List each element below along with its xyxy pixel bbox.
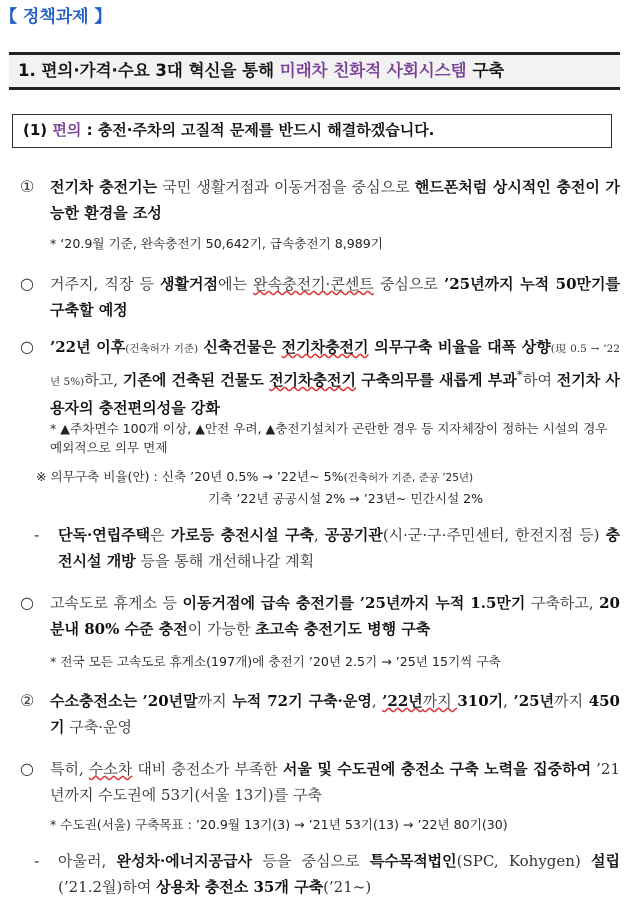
headline-text: 1. 편의·가격·수요 3대 혁신을 통해 [18,61,280,80]
item-2-bold-3: 누적 72기 구축·운영 [232,692,372,710]
circled-number-2: ② [20,691,35,710]
item-1-text: 국민 생활거점과 이동거점을 중심으로 [157,178,415,196]
ratio-note-new: ※ 의무구축 비율(안) : 신축 ’20년 0.5% → ’22년~ 5% [36,469,344,484]
bullet-1-bold: 생활거점 [160,275,219,293]
dash-1-text: 은 [150,526,171,544]
bullet-2-small-2: (現 0.5 → ’22년 5%) [50,343,620,388]
headline-end: 구축 [466,61,505,80]
bullet-3-note: * 전국 모든 고속도로 휴게소(197개)에 충전기 ’20년 2.5기 → ’25년 15기씩 구축 [50,654,501,669]
dash-1-bold-4: 충전시설 개방 [58,526,621,570]
item-1-bold: 전기차 충전기는 [50,178,158,196]
bullet-4-note: * 수도권(서울) 구축목표 : ’20.9월 13기(3) → ’21년 53기(13) → ’22년 80기(30) [50,817,508,832]
section-title: 【 정책과제 】 [0,7,112,27]
item-2-bold-4: 310기 [457,692,504,710]
item-1-note: * ‘20.9월 기준, 완속충전기 50,642기, 급속충전기 8,989기 [50,236,383,251]
subheading-number: (1) [23,121,53,139]
item-2-underlined-2: 까지 [422,692,458,710]
bullet-4-underlined: 수소차 [88,760,133,778]
bullet-2-note: * ▲주차면수 100개 이상, ▲안전 우려, ▲충전기설치가 곤란한 경우 등 지자체장이 정하는 시설의 경우 예외적으로 의무 면제 [50,421,608,455]
item-2-text-3: , [503,692,514,710]
bullet-4 [20,756,620,808]
circled-number-1: ① [20,177,35,196]
dash-1-bold-2: 가로등 충전시설 구축 [170,526,315,544]
item-2-bold-6: 450기 [50,692,620,736]
dash-2-bold: 완성차·에너지공급사 [116,852,253,870]
item-2-text-2: , [371,692,383,710]
ratio-note-new-small: (건축허가 기준, 준공 ’25년) [343,472,474,484]
subheading-text: : 충전·주차의 고질적 문제를 반드시 해결하겠습니다. [81,121,435,139]
item-2-bold: 수소충전소는 [50,692,137,710]
dash-1-bold: 단독·연립주택 [58,526,151,544]
dash-1-bold-3: 공공기관 [324,526,383,544]
dash-2-text-4: (’21.2월)하여 [58,878,157,896]
item-2-text: 까지 [197,692,233,710]
circle-bullet: ○ [20,337,34,356]
bullet-3-bold: 이동거점에 급속 충전기를 ’25년까지 누적 1.5만기 [182,594,526,612]
bullet-3-bold-3: 초고속 충전기도 병행 구축 [255,620,431,638]
circle-bullet: ○ [20,274,34,293]
bullet-3-text-2: 구축하고, [525,594,600,612]
bullet-4-text: 특히, [50,760,89,778]
bullet-2-bold-4: 기존에 건축된 건물도 [122,371,270,389]
dash-2 [20,848,620,900]
bullet-2-text-2: 하여 [522,371,557,389]
bullet-3-bold-2: 20분내 80% 수준 충전 [50,594,620,638]
dash-2-bold-3: 설립 [591,852,620,870]
bullet-2-text: 하고, [84,371,123,389]
bullet-2-bold-3: 의무구축 비율을 대폭 상향 [368,338,551,356]
ratio-note-existing: 기축 ’22년 공공시설 2% → ’23년~ 민간시설 2% [208,491,484,506]
dash-bullet: - [34,525,40,544]
bullet-2-underlined-2: 전기차충전기 [269,371,357,389]
item-2-underlined: ’22년 [382,692,423,710]
dash-2-bold-4: 상용차 충전소 35개 구축 [156,878,324,896]
dash-1-text-4: 등을 통해 개선해나갈 계획 [135,552,315,570]
bullet-2-bold-2: 신축건물은 [203,338,282,356]
bullet-2-small: (건축허가 기준) [125,343,199,355]
footnote-mark: * [516,367,523,382]
bullet-1-bold-2: ’25년까지 누적 50만기를 구축할 예정 [50,275,621,319]
dash-1 [20,522,620,574]
bullet-2-bold-5: 구축의무를 새롭게 부과 [356,371,517,389]
bullet-1-text: 거주지, 직장 등 [50,275,161,293]
item-1-bold-2: 핸드폰처럼 상시적인 충전이 가능한 환경을 조성 [50,178,620,222]
item-2 [20,688,620,740]
bullet-3-text-3: 이 가능한 [187,620,256,638]
bullet-1-text-3: 중심으로 [373,275,444,293]
headline-highlight: 미래차 친화적 사회시스템 [279,61,467,80]
bullet-4-text-3: ’21년까지 수도권에 53기(서울 13기)를 구축 [50,760,621,804]
bullet-2-bold-6: 전기차 사용자의 충전편의성을 강화 [50,371,620,417]
bullet-3-text: 고속도로 휴게소 등 [50,594,183,612]
item-1 [20,174,620,226]
item-2-text-5: 구축·운영 [64,718,132,736]
circle-bullet: ○ [20,593,34,612]
subheading-tag: 편의 [52,121,82,139]
ratio-note [36,467,473,488]
circle-bullet: ○ [20,759,34,778]
dash-2-text: 아울러, [58,852,117,870]
bullet-1-text-2: 에는 [218,275,254,293]
item-2-bold-5: ’25년 [513,692,555,710]
dash-2-text-2: 등을 중심으로 [252,852,370,870]
subheading-box [12,114,612,148]
dash-1-text-3: (시·군·구·주민센터, 한전지점 등) [382,526,606,544]
dash-2-bold-2: 특수목적법인 [369,852,457,870]
bullet-1 [20,271,620,323]
headline-box [9,52,620,90]
bullet-2 [20,334,620,421]
bullet-4-text-2: 대비 충전소가 부족한 [132,760,283,778]
dash-1-text-2: , [314,526,325,544]
dash-2-text-3: (SPC, Kohygen) [456,852,592,870]
bullet-3 [20,590,620,642]
dash-bullet: - [34,851,40,870]
bullet-2-underlined: 전기차충전기 [281,338,369,356]
item-2-bold-2: ’20년말 [142,692,198,710]
dash-2-text-5: (’21~) [323,878,372,896]
bullet-1-underlined: 완속충전기·콘센트 [253,275,374,293]
bullet-4-bold: 서울 및 수도권에 충전소 구축 노력을 집중하여 [282,760,592,778]
bullet-2-bold: ’22년 이후 [50,338,126,356]
item-2-text-4: 까지 [554,692,589,710]
